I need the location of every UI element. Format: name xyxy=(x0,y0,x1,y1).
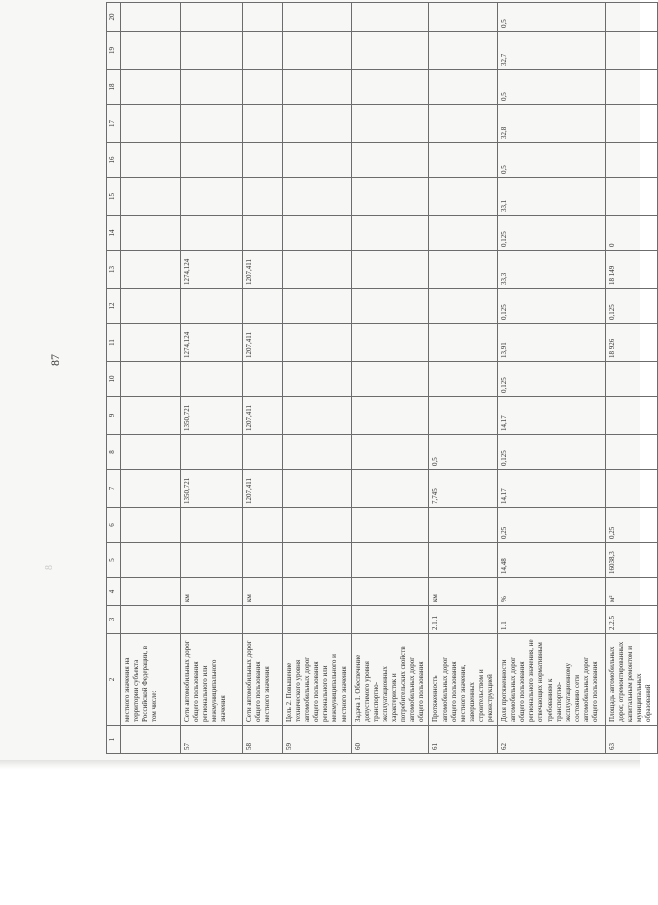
table-cell xyxy=(351,543,429,578)
indicator-name-cell: Задача 1. Обеспечение допустимого уровня транспортно-эксплуатационных характеристик и потребительских свойств автомобильных дорог общего пользования xyxy=(351,634,429,726)
table-cell xyxy=(283,251,352,289)
table-cell xyxy=(606,32,658,70)
table-cell xyxy=(351,3,429,32)
header-row xyxy=(107,3,121,754)
table-cell xyxy=(283,3,352,32)
table-cell: 0,5 xyxy=(498,70,606,105)
table-cell: 59 xyxy=(283,726,352,754)
table-cell xyxy=(283,470,352,508)
table-cell xyxy=(429,105,498,143)
table-cell xyxy=(243,435,283,470)
table-cell xyxy=(429,324,498,362)
table-cell xyxy=(429,216,498,251)
table-cell: 1350,721 xyxy=(181,397,243,435)
table-cell xyxy=(121,470,181,508)
table-cell xyxy=(121,435,181,470)
table-cell xyxy=(121,508,181,543)
table-cell xyxy=(121,143,181,178)
table-cell xyxy=(351,324,429,362)
table-cell xyxy=(121,105,181,143)
table-cell xyxy=(283,606,352,634)
rotated-table-wrapper xyxy=(106,7,653,754)
table-cell xyxy=(606,470,658,508)
indicator-name-cell: Доля протяженности автомобильных дорог общего пользования регионального значения, не отвечающих нормативным требованиям к транспортно-эксплуатационному состоянию сети автомобильных дорог общего пользования xyxy=(498,634,606,726)
column-number: 16 xyxy=(107,143,121,178)
table-cell: 18 149 xyxy=(606,251,658,289)
table-cell xyxy=(121,32,181,70)
table-cell xyxy=(429,251,498,289)
table-cell xyxy=(243,178,283,216)
table-cell xyxy=(351,606,429,634)
table-cell: 14,17 xyxy=(498,397,606,435)
table-row xyxy=(121,3,181,754)
indicator-name-cell: Протяженность автомобильных дорог общего пользования местного значения, завершенных строительством и реконструкцией xyxy=(429,634,498,726)
table-cell: 18 926 xyxy=(606,324,658,362)
column-number: 4 xyxy=(107,578,121,606)
column-number: 7 xyxy=(107,470,121,508)
table-cell: 60 xyxy=(351,726,429,754)
column-number: 8 xyxy=(107,435,121,470)
table-cell: 1207,411 xyxy=(243,324,283,362)
table-cell xyxy=(429,32,498,70)
table-cell xyxy=(283,105,352,143)
table-cell: 57 xyxy=(181,726,243,754)
table-cell xyxy=(283,289,352,324)
table-cell xyxy=(429,143,498,178)
table-cell xyxy=(181,178,243,216)
table-cell: 0,25 xyxy=(498,508,606,543)
table-cell xyxy=(283,324,352,362)
table-cell xyxy=(283,508,352,543)
table-cell: 33,3 xyxy=(498,251,606,289)
table-cell xyxy=(121,543,181,578)
table-cell xyxy=(351,470,429,508)
table-cell: 32,8 xyxy=(498,105,606,143)
table-cell: 0,25 xyxy=(606,508,658,543)
table-cell xyxy=(429,362,498,397)
table-cell: 63 xyxy=(606,726,658,754)
table-cell: 1274,124 xyxy=(181,324,243,362)
column-number: 14 xyxy=(107,216,121,251)
table-cell: 32,7 xyxy=(498,32,606,70)
table-cell: 13,91 xyxy=(498,324,606,362)
table-cell xyxy=(606,178,658,216)
table-cell xyxy=(243,32,283,70)
table-cell xyxy=(121,362,181,397)
table-cell: 1.1 xyxy=(498,606,606,634)
table-cell xyxy=(283,435,352,470)
table-cell: 62 xyxy=(498,726,606,754)
table-cell: 0,125 xyxy=(498,289,606,324)
table-cell: % xyxy=(498,578,606,606)
column-number: 20 xyxy=(107,3,121,32)
table-cell: 7,745 xyxy=(429,470,498,508)
indicator-name-cell: местного значения на территории субъекта Российской Федерации, в том числе: xyxy=(121,634,181,726)
table-cell: 0,5 xyxy=(498,143,606,178)
table-cell xyxy=(181,435,243,470)
table-cell: км xyxy=(181,578,243,606)
table-cell xyxy=(351,178,429,216)
table-cell: 58 xyxy=(243,726,283,754)
table-cell: 1350,721 xyxy=(181,470,243,508)
table-cell xyxy=(243,362,283,397)
column-number: 13 xyxy=(107,251,121,289)
table-cell: 0,125 xyxy=(498,435,606,470)
table-cell: 0,125 xyxy=(498,362,606,397)
table-cell: 0,125 xyxy=(606,289,658,324)
table-cell xyxy=(243,70,283,105)
table-cell xyxy=(243,606,283,634)
table-cell xyxy=(429,3,498,32)
table-cell xyxy=(283,362,352,397)
column-number: 5 xyxy=(107,543,121,578)
table-row xyxy=(606,3,658,754)
table-cell: 1274,124 xyxy=(181,251,243,289)
table-cell: 1207,411 xyxy=(243,470,283,508)
table-cell xyxy=(181,70,243,105)
table-cell xyxy=(351,251,429,289)
table-cell xyxy=(283,543,352,578)
table-cell xyxy=(181,105,243,143)
table-cell xyxy=(243,289,283,324)
column-number: 9 xyxy=(107,397,121,435)
table-cell xyxy=(283,143,352,178)
table-cell xyxy=(121,324,181,362)
table-cell xyxy=(283,32,352,70)
table-row xyxy=(243,3,283,754)
table-cell xyxy=(606,397,658,435)
column-number: 10 xyxy=(107,362,121,397)
column-number: 19 xyxy=(107,32,121,70)
table-cell xyxy=(606,143,658,178)
column-number: 18 xyxy=(107,70,121,105)
table-cell xyxy=(429,397,498,435)
table-cell xyxy=(351,143,429,178)
table-cell xyxy=(121,289,181,324)
table-cell xyxy=(181,362,243,397)
table-cell: 1207,411 xyxy=(243,397,283,435)
table-cell: 33,1 xyxy=(498,178,606,216)
indicator-name-cell: Площадь автомобильных дорог, отремонтированных капитальным ремонтом и муниципальных образований xyxy=(606,634,658,726)
table-cell xyxy=(283,70,352,105)
table-cell xyxy=(181,606,243,634)
table-cell xyxy=(121,3,181,32)
table-cell xyxy=(243,508,283,543)
column-number: 1 xyxy=(107,726,121,754)
table-cell: 14,17 xyxy=(498,470,606,508)
table-cell xyxy=(351,105,429,143)
table-cell xyxy=(121,578,181,606)
column-number: 17 xyxy=(107,105,121,143)
table-cell xyxy=(606,105,658,143)
table-cell xyxy=(243,143,283,178)
table-cell xyxy=(351,32,429,70)
table-cell: 14,48 xyxy=(498,543,606,578)
bleed-through-mark: 8 xyxy=(44,565,55,570)
table-cell: км xyxy=(243,578,283,606)
table-cell xyxy=(121,178,181,216)
table-cell xyxy=(181,508,243,543)
table-cell xyxy=(429,178,498,216)
table-cell xyxy=(121,70,181,105)
table-cell: 0 xyxy=(606,216,658,251)
table-cell: 0,125 xyxy=(498,216,606,251)
table-cell xyxy=(181,143,243,178)
page-shadow xyxy=(0,760,640,770)
table-cell xyxy=(121,251,181,289)
table-row xyxy=(498,3,606,754)
table-cell xyxy=(429,508,498,543)
table-cell xyxy=(351,70,429,105)
table-cell xyxy=(243,3,283,32)
table-cell: 2.2.5 xyxy=(606,606,658,634)
table-cell: 0,5 xyxy=(429,435,498,470)
table-cell xyxy=(429,289,498,324)
table-cell xyxy=(181,32,243,70)
indicator-name-cell: Цель 2. Повышение технического уровня автомобильных дорог общего пользования регионального или межмуниципального и местного значения xyxy=(283,634,352,726)
column-number: 11 xyxy=(107,324,121,362)
table-cell xyxy=(181,3,243,32)
table-cell xyxy=(351,578,429,606)
table-cell xyxy=(606,70,658,105)
table-row xyxy=(351,3,429,754)
table-cell xyxy=(351,216,429,251)
indicator-name-cell: Сети автомобильных дорог общего пользования регионального или межмуниципального значения xyxy=(181,634,243,726)
table-cell xyxy=(121,216,181,251)
table-cell xyxy=(429,543,498,578)
table-cell xyxy=(351,435,429,470)
table-cell xyxy=(606,435,658,470)
table-cell: 0,5 xyxy=(498,3,606,32)
table-cell xyxy=(283,578,352,606)
table-cell xyxy=(429,70,498,105)
table-cell: 16038,3 xyxy=(606,543,658,578)
table-cell xyxy=(121,726,181,754)
table-cell xyxy=(606,362,658,397)
table-cell xyxy=(351,397,429,435)
column-number: 6 xyxy=(107,508,121,543)
table-row xyxy=(283,3,352,754)
table-row xyxy=(429,3,498,754)
table-cell xyxy=(243,105,283,143)
table-cell xyxy=(283,397,352,435)
table-cell: км xyxy=(429,578,498,606)
column-number: 12 xyxy=(107,289,121,324)
page-number: 87 xyxy=(48,354,62,366)
table-row xyxy=(181,3,243,754)
table-cell: м² xyxy=(606,578,658,606)
table-cell xyxy=(181,289,243,324)
table-cell xyxy=(243,216,283,251)
table-cell xyxy=(351,508,429,543)
table-cell xyxy=(181,216,243,251)
indicators-table xyxy=(106,2,658,754)
table-cell xyxy=(606,3,658,32)
table-cell: 61 xyxy=(429,726,498,754)
column-number: 3 xyxy=(107,606,121,634)
table-cell xyxy=(181,543,243,578)
table-cell xyxy=(243,543,283,578)
table-cell xyxy=(121,606,181,634)
table-cell xyxy=(351,289,429,324)
table-cell xyxy=(121,397,181,435)
column-number: 2 xyxy=(107,634,121,726)
indicator-name-cell: Сети автомобильных дорог общего пользования местного значения xyxy=(243,634,283,726)
table-cell xyxy=(283,216,352,251)
table-cell xyxy=(351,362,429,397)
column-number: 15 xyxy=(107,178,121,216)
table-cell xyxy=(283,178,352,216)
table-cell: 1207,411 xyxy=(243,251,283,289)
table-cell: 2.1.1 xyxy=(429,606,498,634)
